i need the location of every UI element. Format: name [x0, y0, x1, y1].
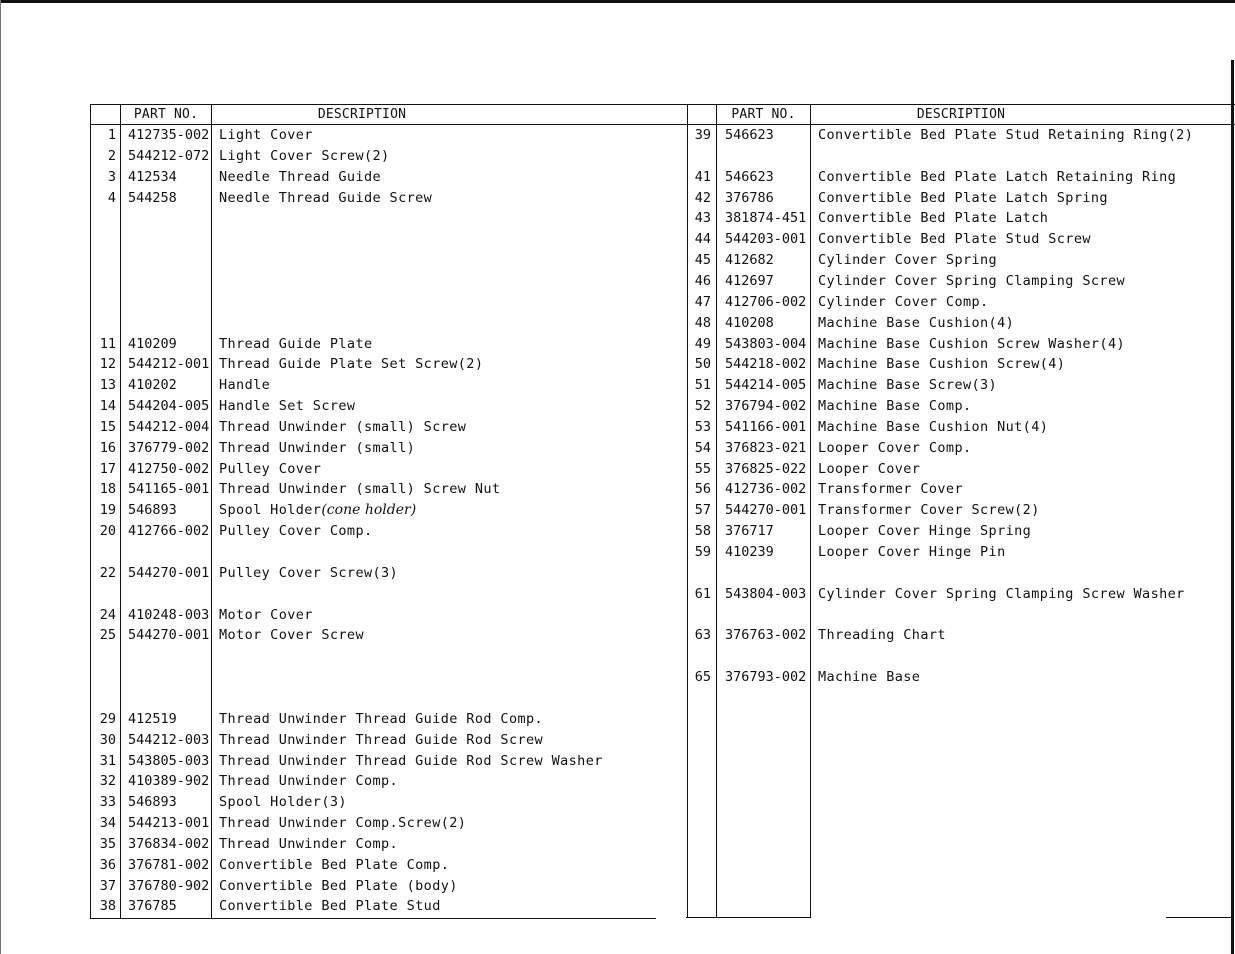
part-description	[818, 229, 1091, 249]
part-number: 410248-003	[128, 606, 210, 623]
part-number: 376825-022	[725, 460, 807, 477]
description-text: Motor Cover	[219, 606, 313, 623]
table-row	[0, 876, 1235, 896]
part-number: 544270-001	[128, 627, 210, 644]
description-text: Pulley Cover Comp.	[219, 523, 373, 540]
description-text: Looper Cover Comp.	[818, 439, 972, 456]
description-text: Spool Holder(3)	[219, 794, 347, 811]
table-row	[0, 229, 1235, 249]
table-row	[0, 292, 1235, 312]
right-bottom-rule	[686, 917, 811, 918]
item-number: 47	[694, 293, 711, 310]
description-text: Machine Base Cushion(4)	[818, 314, 1015, 331]
part-number: 544270-001	[725, 502, 807, 519]
description-text: Looper Cover	[818, 460, 921, 477]
table-row	[0, 521, 1235, 541]
table-row	[0, 834, 1235, 854]
item-number: 24	[99, 606, 116, 623]
part-description	[818, 313, 1014, 333]
table-row	[0, 855, 1235, 875]
description-text: Convertible Bed Plate Comp.	[219, 856, 450, 873]
item-number: 41	[694, 168, 711, 185]
description-text: Thread Unwinder Comp.	[219, 835, 399, 852]
handwritten-note: (cone holder)	[321, 502, 417, 519]
description-text: Thread Unwinder Comp.Screw(2)	[219, 815, 467, 832]
item-number: 4	[107, 189, 116, 206]
description-text: Machine Base Comp.	[818, 398, 972, 415]
part-description	[219, 771, 398, 791]
description-text: Convertible Bed Plate Latch	[818, 210, 1049, 227]
part-number: 546893	[128, 794, 177, 811]
item-number: 57	[694, 502, 711, 519]
item-number: 30	[99, 731, 116, 748]
description-text: Thread Unwinder (small) Screw	[219, 418, 467, 435]
item-number: 31	[99, 752, 116, 769]
item-number: 43	[694, 210, 711, 227]
part-number: 546623	[725, 127, 774, 143]
description-text: Needle Thread Guide	[219, 168, 382, 185]
table-row	[0, 146, 1235, 166]
left-top-rule	[90, 104, 687, 105]
part-description	[818, 625, 946, 645]
item-number: 48	[694, 314, 711, 331]
table-row	[0, 188, 1235, 208]
part-number: 376781-002	[128, 856, 210, 873]
table-row	[0, 730, 1235, 750]
part-description	[818, 459, 920, 479]
description-text: Thread Unwinder Thread Guide Rod Screw	[219, 731, 544, 748]
part-number: 412735-002	[128, 127, 210, 143]
item-number: 15	[99, 418, 116, 435]
part-number: 376780-902	[128, 877, 210, 894]
item-number: 52	[694, 398, 711, 415]
description-text: Convertible Bed Plate Stud Retaining Ring(2)	[818, 127, 1194, 143]
item-number: 56	[694, 481, 711, 498]
table-row	[0, 271, 1235, 291]
item-number: 45	[694, 252, 711, 269]
description-text: Cylinder Cover Spring Clamping Screw Washer	[818, 585, 1185, 602]
table-row	[0, 813, 1235, 833]
part-number: 544214-005	[725, 377, 807, 394]
item-number: 61	[694, 585, 711, 602]
part-description	[219, 834, 398, 854]
part-description	[219, 896, 441, 916]
description-text: Convertible Bed Plate Latch Retaining Ring	[818, 168, 1177, 185]
description-text: Machine Base Screw(3)	[818, 377, 998, 394]
part-number: 410209	[128, 335, 177, 352]
table-row	[0, 542, 1235, 562]
item-number: 58	[694, 523, 711, 540]
item-number: 11	[99, 335, 116, 352]
item-number: 32	[99, 773, 116, 790]
table-row	[0, 709, 1235, 729]
description-text: Thread Unwinder (small)	[219, 439, 416, 456]
part-number: 546893	[128, 502, 177, 519]
description-text: Thread Guide Plate	[219, 335, 373, 352]
part-description	[818, 500, 1040, 520]
part-number: 544204-005	[128, 398, 210, 415]
description-text: Convertible Bed Plate Latch Spring	[818, 189, 1108, 206]
part-number: 544203-001	[725, 231, 807, 248]
table-row	[0, 375, 1235, 395]
description-text: Spool Holder	[219, 502, 322, 519]
description-text: Machine Base	[818, 669, 921, 686]
part-description	[219, 563, 398, 583]
item-number: 65	[694, 669, 711, 686]
item-number: 55	[694, 460, 711, 477]
description-text: Threading Chart	[818, 627, 946, 644]
part-number: 412534	[128, 168, 177, 185]
table-row	[0, 479, 1235, 499]
item-number: 18	[99, 481, 116, 498]
item-number: 42	[694, 189, 711, 206]
item-number: 12	[99, 356, 116, 373]
part-number: 544212-001	[128, 356, 210, 373]
right-part-header: PART NO.	[731, 107, 796, 122]
item-number: 17	[99, 460, 116, 477]
item-number: 36	[99, 856, 116, 873]
part-description	[818, 521, 1031, 541]
part-description	[818, 292, 989, 312]
item-number: 14	[99, 398, 116, 415]
item-number: 3	[107, 168, 116, 185]
part-number: 412519	[128, 710, 177, 727]
part-description	[818, 417, 1048, 437]
table-row	[0, 459, 1235, 479]
item-number: 59	[694, 544, 711, 560]
item-number: 34	[99, 815, 116, 832]
part-number: 376785	[128, 898, 177, 915]
part-description	[818, 354, 1065, 374]
item-number: 33	[99, 794, 116, 811]
description-text: Light Cover	[219, 127, 313, 143]
table-row	[0, 417, 1235, 437]
part-number: 376717	[725, 523, 774, 540]
part-description	[818, 188, 1108, 208]
part-number: 541165-001	[128, 481, 210, 498]
description-text: Pulley Cover Screw(3)	[219, 564, 399, 581]
description-text: Pulley Cover	[219, 460, 322, 477]
description-text: Machine Base Cushion Nut(4)	[818, 418, 1049, 435]
description-text: Motor Cover Screw	[219, 627, 364, 644]
item-number: 51	[694, 377, 711, 394]
description-text: Thread Unwinder Comp.	[219, 773, 399, 790]
part-number: 544212-072	[128, 147, 210, 164]
part-number: 412697	[725, 272, 774, 289]
part-description	[219, 855, 449, 875]
table-row	[0, 208, 1235, 228]
part-description	[219, 709, 543, 729]
table-row	[0, 125, 1235, 145]
part-description	[818, 208, 1048, 228]
table-row	[0, 500, 1235, 520]
part-description	[818, 542, 1006, 562]
item-number: 29	[99, 710, 116, 727]
part-number: 376779-002	[128, 439, 210, 456]
description-text: Thread Unwinder Thread Guide Rod Comp.	[219, 710, 544, 727]
part-number: 376786	[725, 189, 774, 206]
part-number: 543804-003	[725, 585, 807, 602]
item-number: 46	[694, 272, 711, 289]
description-text: Machine Base Cushion Screw(4)	[818, 356, 1066, 373]
part-description	[219, 730, 543, 750]
part-number: 544212-004	[128, 418, 210, 435]
part-number: 544213-001	[128, 815, 210, 832]
right-desc-header: DESCRIPTION	[916, 107, 1006, 122]
part-description	[818, 584, 1185, 604]
item-number: 1	[107, 127, 116, 143]
part-number: 376793-002	[725, 669, 807, 686]
description-text: Looper Cover Hinge Pin	[818, 544, 1006, 560]
item-number: 13	[99, 377, 116, 394]
item-number: 38	[99, 898, 116, 915]
part-number: 412736-002	[725, 481, 807, 498]
part-description	[818, 438, 972, 458]
part-number: 410202	[128, 377, 177, 394]
part-description	[219, 792, 347, 812]
item-number: 37	[99, 877, 116, 894]
part-number: 544258	[128, 189, 177, 206]
item-number: 16	[99, 439, 116, 456]
part-description	[818, 375, 997, 395]
item-number: 35	[99, 835, 116, 852]
description-text: Thread Unwinder Thread Guide Rod Screw Washer	[219, 752, 603, 769]
table-row	[0, 771, 1235, 791]
description-text: Light Cover Screw(2)	[219, 147, 390, 164]
description-text: Cylinder Cover Spring	[818, 252, 998, 269]
table-row	[0, 667, 1235, 687]
item-number: 44	[694, 231, 711, 248]
table-row	[0, 396, 1235, 416]
table-row	[0, 625, 1235, 645]
part-description	[818, 396, 972, 416]
table-row	[0, 584, 1235, 604]
part-number: 412682	[725, 252, 774, 269]
part-number: 376823-021	[725, 439, 807, 456]
part-number: 541166-001	[725, 418, 807, 435]
part-number: 544212-003	[128, 731, 210, 748]
item-number: 22	[99, 564, 116, 581]
description-text: Cylinder Cover Comp.	[818, 293, 989, 310]
description-text: Transformer Cover	[818, 481, 963, 498]
part-number: 412766-002	[128, 523, 210, 540]
description-text: Transformer Cover Screw(2)	[818, 502, 1040, 519]
item-number: 20	[99, 523, 116, 540]
item-number: 2	[107, 147, 116, 164]
table-row	[0, 250, 1235, 270]
right-bottom-rule-tail	[1166, 917, 1232, 918]
part-number: 543805-003	[128, 752, 210, 769]
description-text: Convertible Bed Plate Stud	[219, 898, 441, 915]
description-text: Convertible Bed Plate (body)	[219, 877, 458, 894]
item-number: 19	[99, 502, 116, 519]
part-number: 544218-002	[725, 356, 807, 373]
table-row	[0, 438, 1235, 458]
part-number: 543803-004	[725, 335, 807, 352]
right-top-rule	[687, 104, 1235, 105]
part-description	[818, 479, 963, 499]
item-number: 49	[694, 335, 711, 352]
part-description	[818, 334, 1125, 354]
item-number: 39	[694, 127, 711, 143]
item-number: 25	[99, 627, 116, 644]
top-border	[0, 0, 1235, 3]
description-text: Handle	[219, 377, 271, 394]
table-row	[0, 792, 1235, 812]
part-number: 376763-002	[725, 627, 807, 644]
part-description	[219, 605, 313, 625]
part-number: 410389-902	[128, 773, 210, 790]
item-number: 63	[694, 627, 711, 644]
description-text: Thread Unwinder (small) Screw Nut	[219, 481, 501, 498]
part-description	[818, 125, 1193, 145]
item-number: 54	[694, 439, 711, 456]
part-number: 412750-002	[128, 460, 210, 477]
left-desc-header: DESCRIPTION	[317, 107, 407, 122]
description-text: Machine Base Cushion Screw Washer(4)	[818, 335, 1125, 352]
part-number: 376794-002	[725, 398, 807, 415]
part-number: 376834-002	[128, 835, 210, 852]
description-text: Convertible Bed Plate Stud Screw	[818, 231, 1091, 248]
table-row	[0, 354, 1235, 374]
part-description	[818, 271, 1125, 291]
part-number: 544270-001	[128, 564, 210, 581]
table-row	[0, 334, 1235, 354]
description-text: Looper Cover Hinge Spring	[818, 523, 1032, 540]
description-text: Cylinder Cover Spring Clamping Screw	[818, 272, 1125, 289]
part-description	[818, 667, 920, 687]
part-description	[219, 751, 603, 771]
table-row	[0, 751, 1235, 771]
description-text: Thread Guide Plate Set Screw(2)	[219, 356, 484, 373]
table-row	[0, 313, 1235, 333]
table-row	[0, 563, 1235, 583]
part-description	[219, 813, 466, 833]
description-text: Needle Thread Guide Screw	[219, 189, 433, 206]
part-number: 410208	[725, 314, 774, 331]
left-bottom-rule	[90, 918, 656, 919]
part-description	[818, 250, 997, 270]
part-description	[818, 167, 1176, 187]
part-number: 381874-451	[725, 210, 807, 227]
part-number: 412706-002	[725, 293, 807, 310]
table-row	[0, 605, 1235, 625]
left-part-header: PART NO.	[133, 107, 199, 122]
part-number: 410239	[725, 544, 774, 560]
description-text: Handle Set Screw	[219, 398, 356, 415]
part-number: 546623	[725, 168, 774, 185]
part-description	[219, 876, 458, 896]
item-number: 53	[694, 418, 711, 435]
table-row	[0, 167, 1235, 187]
item-number: 50	[694, 356, 711, 373]
table-row	[0, 896, 1235, 916]
part-description	[219, 146, 390, 166]
